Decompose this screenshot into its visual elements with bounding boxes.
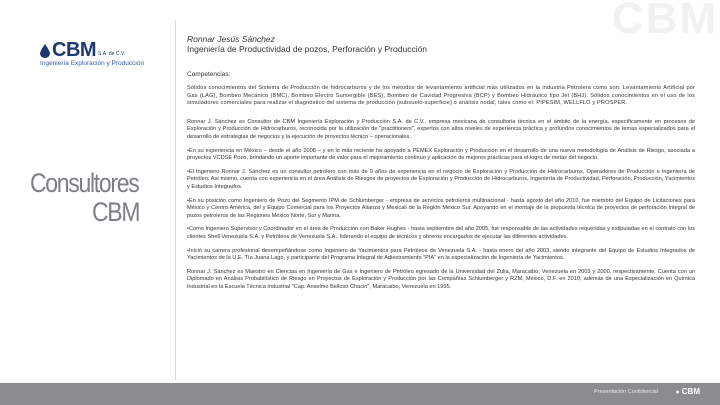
- company-logo: [40, 40, 165, 70]
- logo-suffix: S.A. de C.V.: [98, 51, 126, 57]
- footer-bar: [0, 383, 720, 405]
- bio-paragraph: •En su posición como Ingeniero de Pozo del Segmento IPM de Schlumberger - empresa de servicios petroleros multinacional - hasta agosto del año 2010, fue miembro del Equipo de Licitaciones para México y Centro América, del y Equipo Comercial para los Proyectos Alianza y Mexicali de la Región México Sur. Apoyando en el montaje de la propuesta técnica de proyectos de perforación integral de pozos petroleros de las Regiones México Norte, Sur y Marina.: [187, 197, 695, 219]
- competencias-heading: Competencias:: [187, 71, 231, 78]
- drop-icon: [40, 44, 50, 58]
- bio-paragraph: Ronnar J. Sánchez es Consultor de CBM Ingeniería Exploración y Producción S.A. de C.V., empresa mexicana de consultoría técnica en el ámbito de la energía, específicamente en procesos de Exploración y Producción de Hidrocarburos, reconocida por la utilización de "practitioners", expertos con altos niveles de experiencia práctica y profundos conocimientos de temas especializados para el desarrollo de estrategias de negocios y la ejecución de proyectos técnico – operacionales.: [187, 118, 695, 140]
- drop-icon: ●: [675, 389, 680, 396]
- main-content: [187, 34, 695, 291]
- vertical-divider: [175, 20, 176, 380]
- side-title-line1: Consultores: [30, 168, 139, 198]
- bio-paragraph: •Inició su carrera profesional desempeñándose como Ingeniero de Yacimientos para Petróleos de Venezuela S.A. - hasta enero del año 2003, siendo integrante del Equipo de Estudios Integrados de Yacimientos de la U.E. Tía Juana Lago, y participante del Programa Integral de Adiestramiento "PIA" en la especialización de Ingeniería de Yacimientos.: [187, 247, 695, 262]
- footer-label: Presentación Confidencial: [594, 389, 658, 395]
- bio-paragraph: •El Ingeniero Ronnar J. Sánchez es un consultor petrolero con más de 9 años de experiencia en el negocio de Exploración y Producción de Hidrocarburos, Operadores de Producción e Ingeniería de Petróleo. Así mismo, cuenta con experiencia en el área Análisis de Riesgos de proyectos de Exploración y Producción de Hidrocarburos, Ingeniería de Productividad, Perforación, Producción, Yacimientos y Estudios Integrados.: [187, 168, 695, 190]
- logo-text: CBM: [52, 39, 97, 61]
- bio-paragraph: Ronnar J. Sánchez es Maestro en Ciencias en Ingeniería de Gas e Ingeniero de Petróleo egresado de la Universidad del Zulia, Maracaibo, Venezuela en 2003 y 2000, respectivamente. Cuenta con un Diplomado en Análisis Probabilístico de Riesgo en Proyectos de Exploración y Producción por las Compañías Schlumberger y RZM, México, D.F. en 2010; además de una Especialización en Química Industrial en la Escuela Técnica Industrial "Cap. Anselmo Belloso Chacin", Maracaibo, Venezuela en 1995.: [187, 268, 695, 290]
- bio-paragraph: •Como Ingeniero Supervisor y Coordinador en el área de Producción con Baker Hughes - hasta septiembre del año 2005, fue responsable de las actividades requeridas y estipuladas en el contrato con los clientes Shell Venezuela S.A. y Petróleos de Venezuela S.A., liderando el equipo de técnicos y obreros encargados de ejecutar las diferentes actividades.: [187, 226, 695, 240]
- footer-logo: [675, 387, 700, 396]
- watermark-logo: CBM: [611, 0, 718, 43]
- competencias-text: Sólidos conocimientos del Sistema de Producción de hidrocarburos y de los métodos de levantamiento artificial más utilizados en la industria Petrolera como son: Levantamiento Artificial por Gas (LAG), Bombeo Mecánico (BMC), Bombeo Electro Sumergible (BES), Bombeo de Cavidad Progresiva (BCP) y Bombeo Hidráulico tipo Jet (BHJ). Sólidos conocimientos en el uso de los simuladores comerciales para realizar el diagnóstico del sistema de producción (subsuelo-superficie) o análisis nodal, tales como el: PIPESIM, WELLFLO y PROSPER.: [187, 85, 695, 107]
- footer-logo-text: CBM: [681, 387, 700, 396]
- sidebar: [0, 0, 170, 405]
- bio-paragraph: •En su experiencia en México – desde el año 2008 – y en lo más reciente ha apoyado a PEMEX Exploración y Producción en el desarrollo de una nueva metodología de Análisis de Riesgo, asociada a proyectos VCDSE Pozo, brindando un aporte importante de valor para el mejoramiento continuo y aplicación de mejores prácticas para el logro de metas del negocio.: [187, 147, 695, 162]
- logo-subtitle: Ingeniería Exploración y Producción: [40, 60, 145, 67]
- person-name: Ronnar Jesús Sánchez: [187, 34, 275, 44]
- person-role: Ingeniería de Productividad de pozos, Perforación y Producción: [187, 44, 428, 54]
- side-title-line2: CBM: [92, 197, 140, 227]
